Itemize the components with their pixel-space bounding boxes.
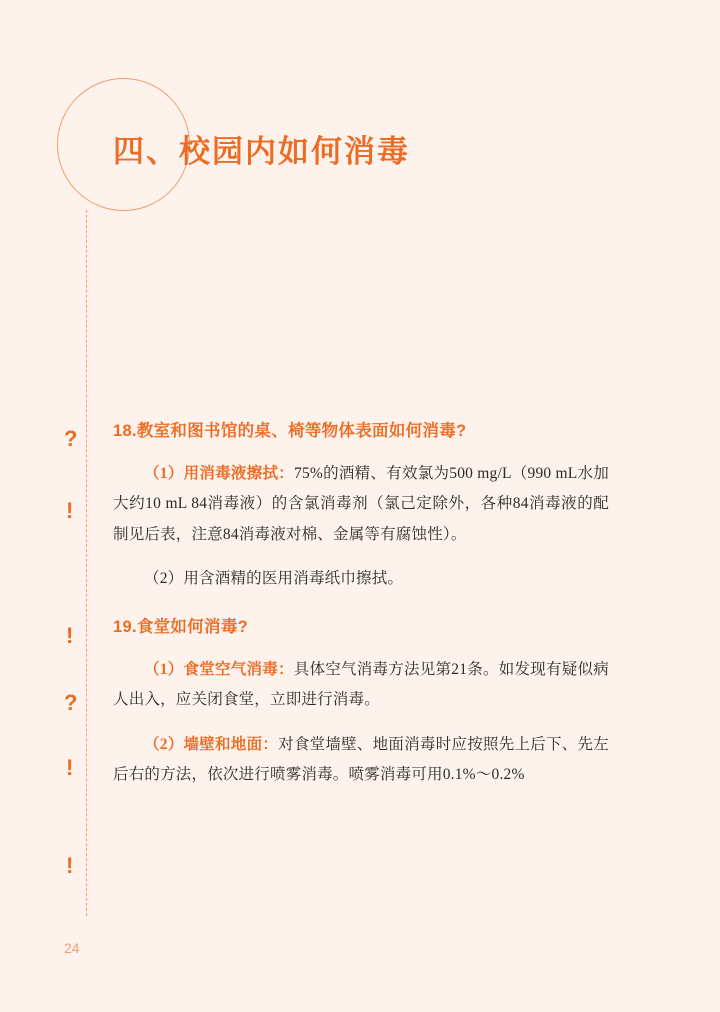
- paragraph: [113, 730, 609, 790]
- section-heading: 19.食堂如何消毒?: [113, 617, 249, 636]
- paragraph-text: （2）用含酒精的医用消毒纸巾擦拭。: [144, 569, 404, 587]
- exclamation-mark-icon: !: [66, 623, 74, 648]
- paragraph-text: 75%的酒精、有效氯为500 mg/L（990 mL水加大约10 mL 84消毒液）的含氯消毒剂（氯己定除外，各种84消毒液的配制见后表，注意84消毒液对棉、金属等有腐蚀性）。: [113, 465, 609, 543]
- question-mark-icon: ?: [64, 690, 78, 715]
- paragraph: [113, 655, 609, 715]
- page-title: 四、校园内如何消毒: [113, 134, 410, 169]
- question-mark-icon: ?: [64, 426, 78, 451]
- paragraph: [113, 564, 609, 594]
- section-heading: 18.教室和图书馆的桌、椅等物体表面如何消毒?: [113, 422, 467, 440]
- exclamation-mark-icon: !: [66, 853, 74, 878]
- paragraph-text: 对食堂墙壁、地面消毒时应按照先上后下、先左后右的方法，依次进行喷雾消毒。喷雾消毒可用0.1%～0.2%: [113, 735, 609, 783]
- exclamation-mark-icon: !: [66, 498, 74, 523]
- page-number: 24: [64, 940, 80, 956]
- document-content: [113, 420, 609, 804]
- paragraph-lead: （2）墙壁和地面：: [144, 735, 279, 753]
- paragraph-lead: （1）用消毒液擦拭：: [144, 465, 294, 483]
- paragraph: [113, 459, 609, 550]
- paragraph-lead: （1）食堂空气消毒：: [144, 661, 294, 679]
- exclamation-mark-icon: !: [66, 755, 74, 780]
- section-18: [113, 420, 609, 594]
- section-19: [113, 616, 609, 790]
- paragraph-text: 具体空气消毒方法见第21条。如发现有疑似病人出入，应关闭食堂，立即进行消毒。: [113, 661, 609, 709]
- decorative-vertical-line: [86, 210, 87, 916]
